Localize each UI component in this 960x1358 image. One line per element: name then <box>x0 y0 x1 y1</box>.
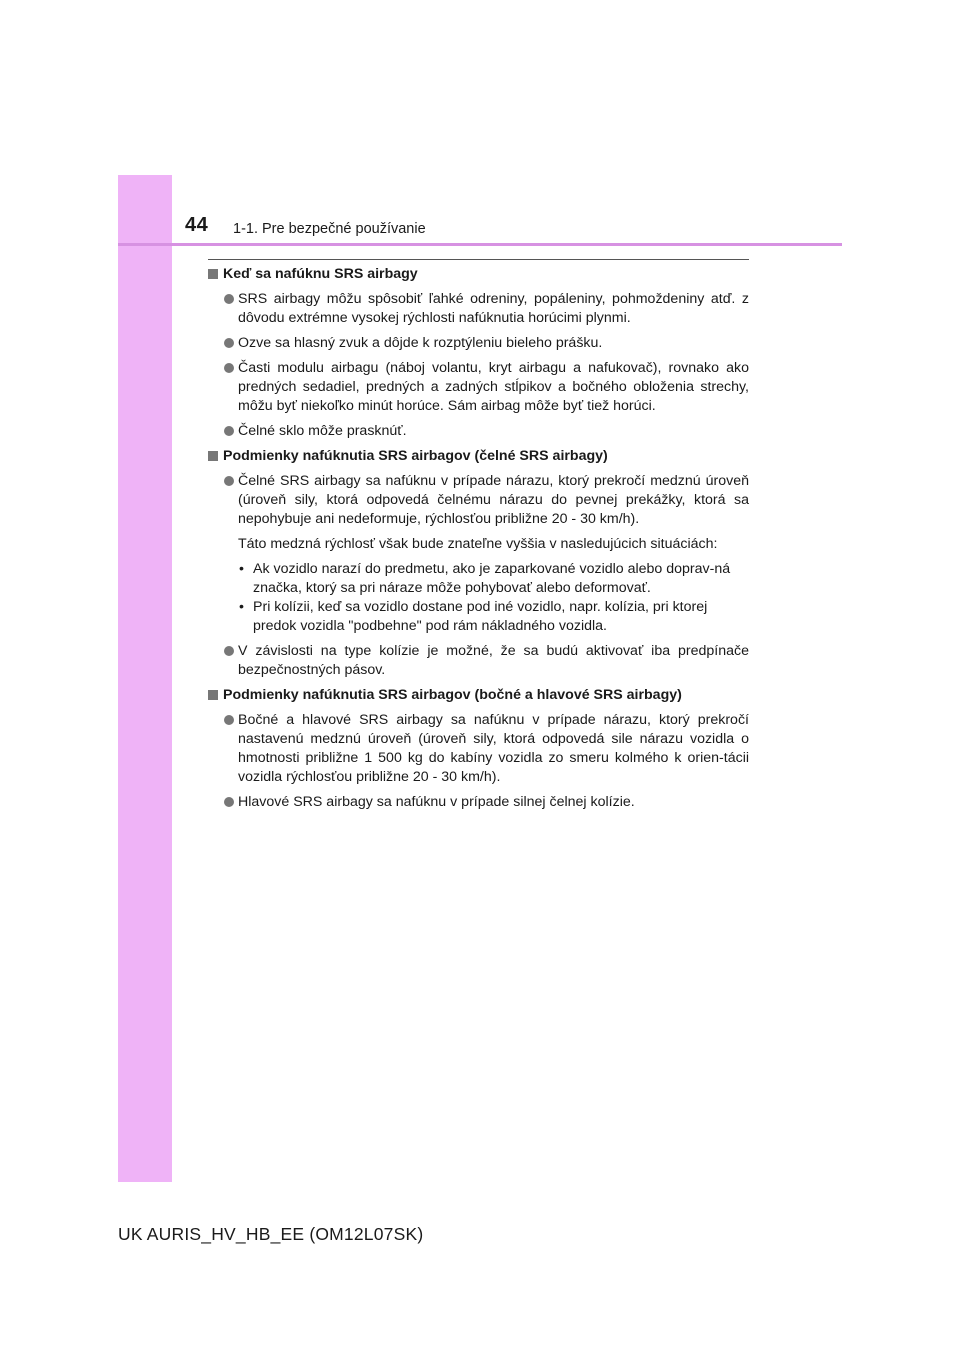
list-item: Bočné a hlavové SRS airbagy sa nafúknu v prípade nárazu, ktorý prekročí nastavenú medznú úroveň (úroveň sily, ktorá odpovedá sile nárazu vozidla o hmotnosti približne 1 500 kg do kabíny vozidla zo smeru kolmého k orien-tácii vozidla rýchlosťou približne 20 - 30 km/h). <box>208 711 749 787</box>
side-color-band <box>118 175 172 1182</box>
list-item: Hlavové SRS airbagy sa nafúknu v prípade silnej čelnej kolízie. <box>208 793 749 812</box>
content-top-rule <box>208 259 749 260</box>
content-body <box>208 265 749 818</box>
header-divider <box>118 243 842 246</box>
round-bullet-icon <box>224 294 234 304</box>
list-item: Čelné SRS airbagy sa nafúknu v prípade nárazu, ktorý prekročí medznú úroveň (úroveň sily, ktorá odpovedá čelnému nárazu do pevnej prekážky, ktorá sa nepohybuje ani nedeformuje, rýchlosťou približne 20 - 30 km/h). <box>208 472 749 529</box>
square-bullet-icon <box>208 451 218 461</box>
round-bullet-icon <box>224 363 234 373</box>
round-bullet-icon <box>224 646 234 656</box>
heading-text: Podmienky nafúknutia SRS airbagov (čelné SRS airbagy) <box>223 448 608 464</box>
list-item: SRS airbagy môžu spôsobiť ľahké odreniny, popáleniny, pohmoždeniny atď. z dôvodu extrémne vysokej rýchlosti nafúknutia horúcimi plynmi. <box>208 290 749 328</box>
list-item: Časti modulu airbagu (náboj volantu, kryt airbagu a nafukovač), rovnako ako predných sedadiel, predných a zadných stĺpikov a bočného obloženia strechy, môžu byť niekoľko minút horúce. Sám airbag môže byť tiež horúci. <box>208 359 749 416</box>
list-item: V závislosti na type kolízie je možné, že sa budú aktivovať iba predpínače bezpečnostných pásov. <box>208 642 749 680</box>
document-code-footer: UK AURIS_HV_HB_EE (OM12L07SK) <box>118 1224 424 1244</box>
sub-list-item: • Ak vozidlo narazí do predmetu, ako je zaparkované vozidlo alebo doprav-ná značka, ktorý sa pri náraze môže pohybovať alebo deformovať. <box>239 561 731 596</box>
page-number: 44 <box>185 214 209 236</box>
square-bullet-icon <box>208 690 218 700</box>
sub-list-item: • Pri kolízii, keď sa vozidlo dostane pod iné vozidlo, napr. kolízia, pri ktorej predok vozidla "podbehne" pod rám nákladného vozidla. <box>239 599 708 634</box>
dot-marker: • <box>239 561 244 577</box>
round-bullet-icon <box>224 338 234 348</box>
section-heading <box>208 447 749 466</box>
heading-text: Podmienky nafúknutia SRS airbagov (bočné a hlavové SRS airbagy) <box>223 687 682 703</box>
heading-text: Keď sa nafúknu SRS airbagy <box>223 266 418 282</box>
list-item: Čelné sklo môže prasknúť. <box>208 422 749 441</box>
round-bullet-icon <box>224 797 234 807</box>
round-bullet-icon <box>224 476 234 486</box>
round-bullet-icon <box>224 426 234 436</box>
dot-marker: • <box>239 599 244 615</box>
section-heading <box>208 686 749 705</box>
round-bullet-icon <box>224 715 234 725</box>
section-title: 1-1. Pre bezpečné používanie <box>233 221 426 237</box>
note-paragraph: Táto medzná rýchlosť však bude znateľne vyššia v nasledujúcich situáciách: <box>238 536 718 552</box>
section-heading <box>208 265 749 284</box>
list-item: Ozve sa hlasný zvuk a dôjde k rozptýleniu bieleho prášku. <box>208 334 749 353</box>
square-bullet-icon <box>208 269 218 279</box>
